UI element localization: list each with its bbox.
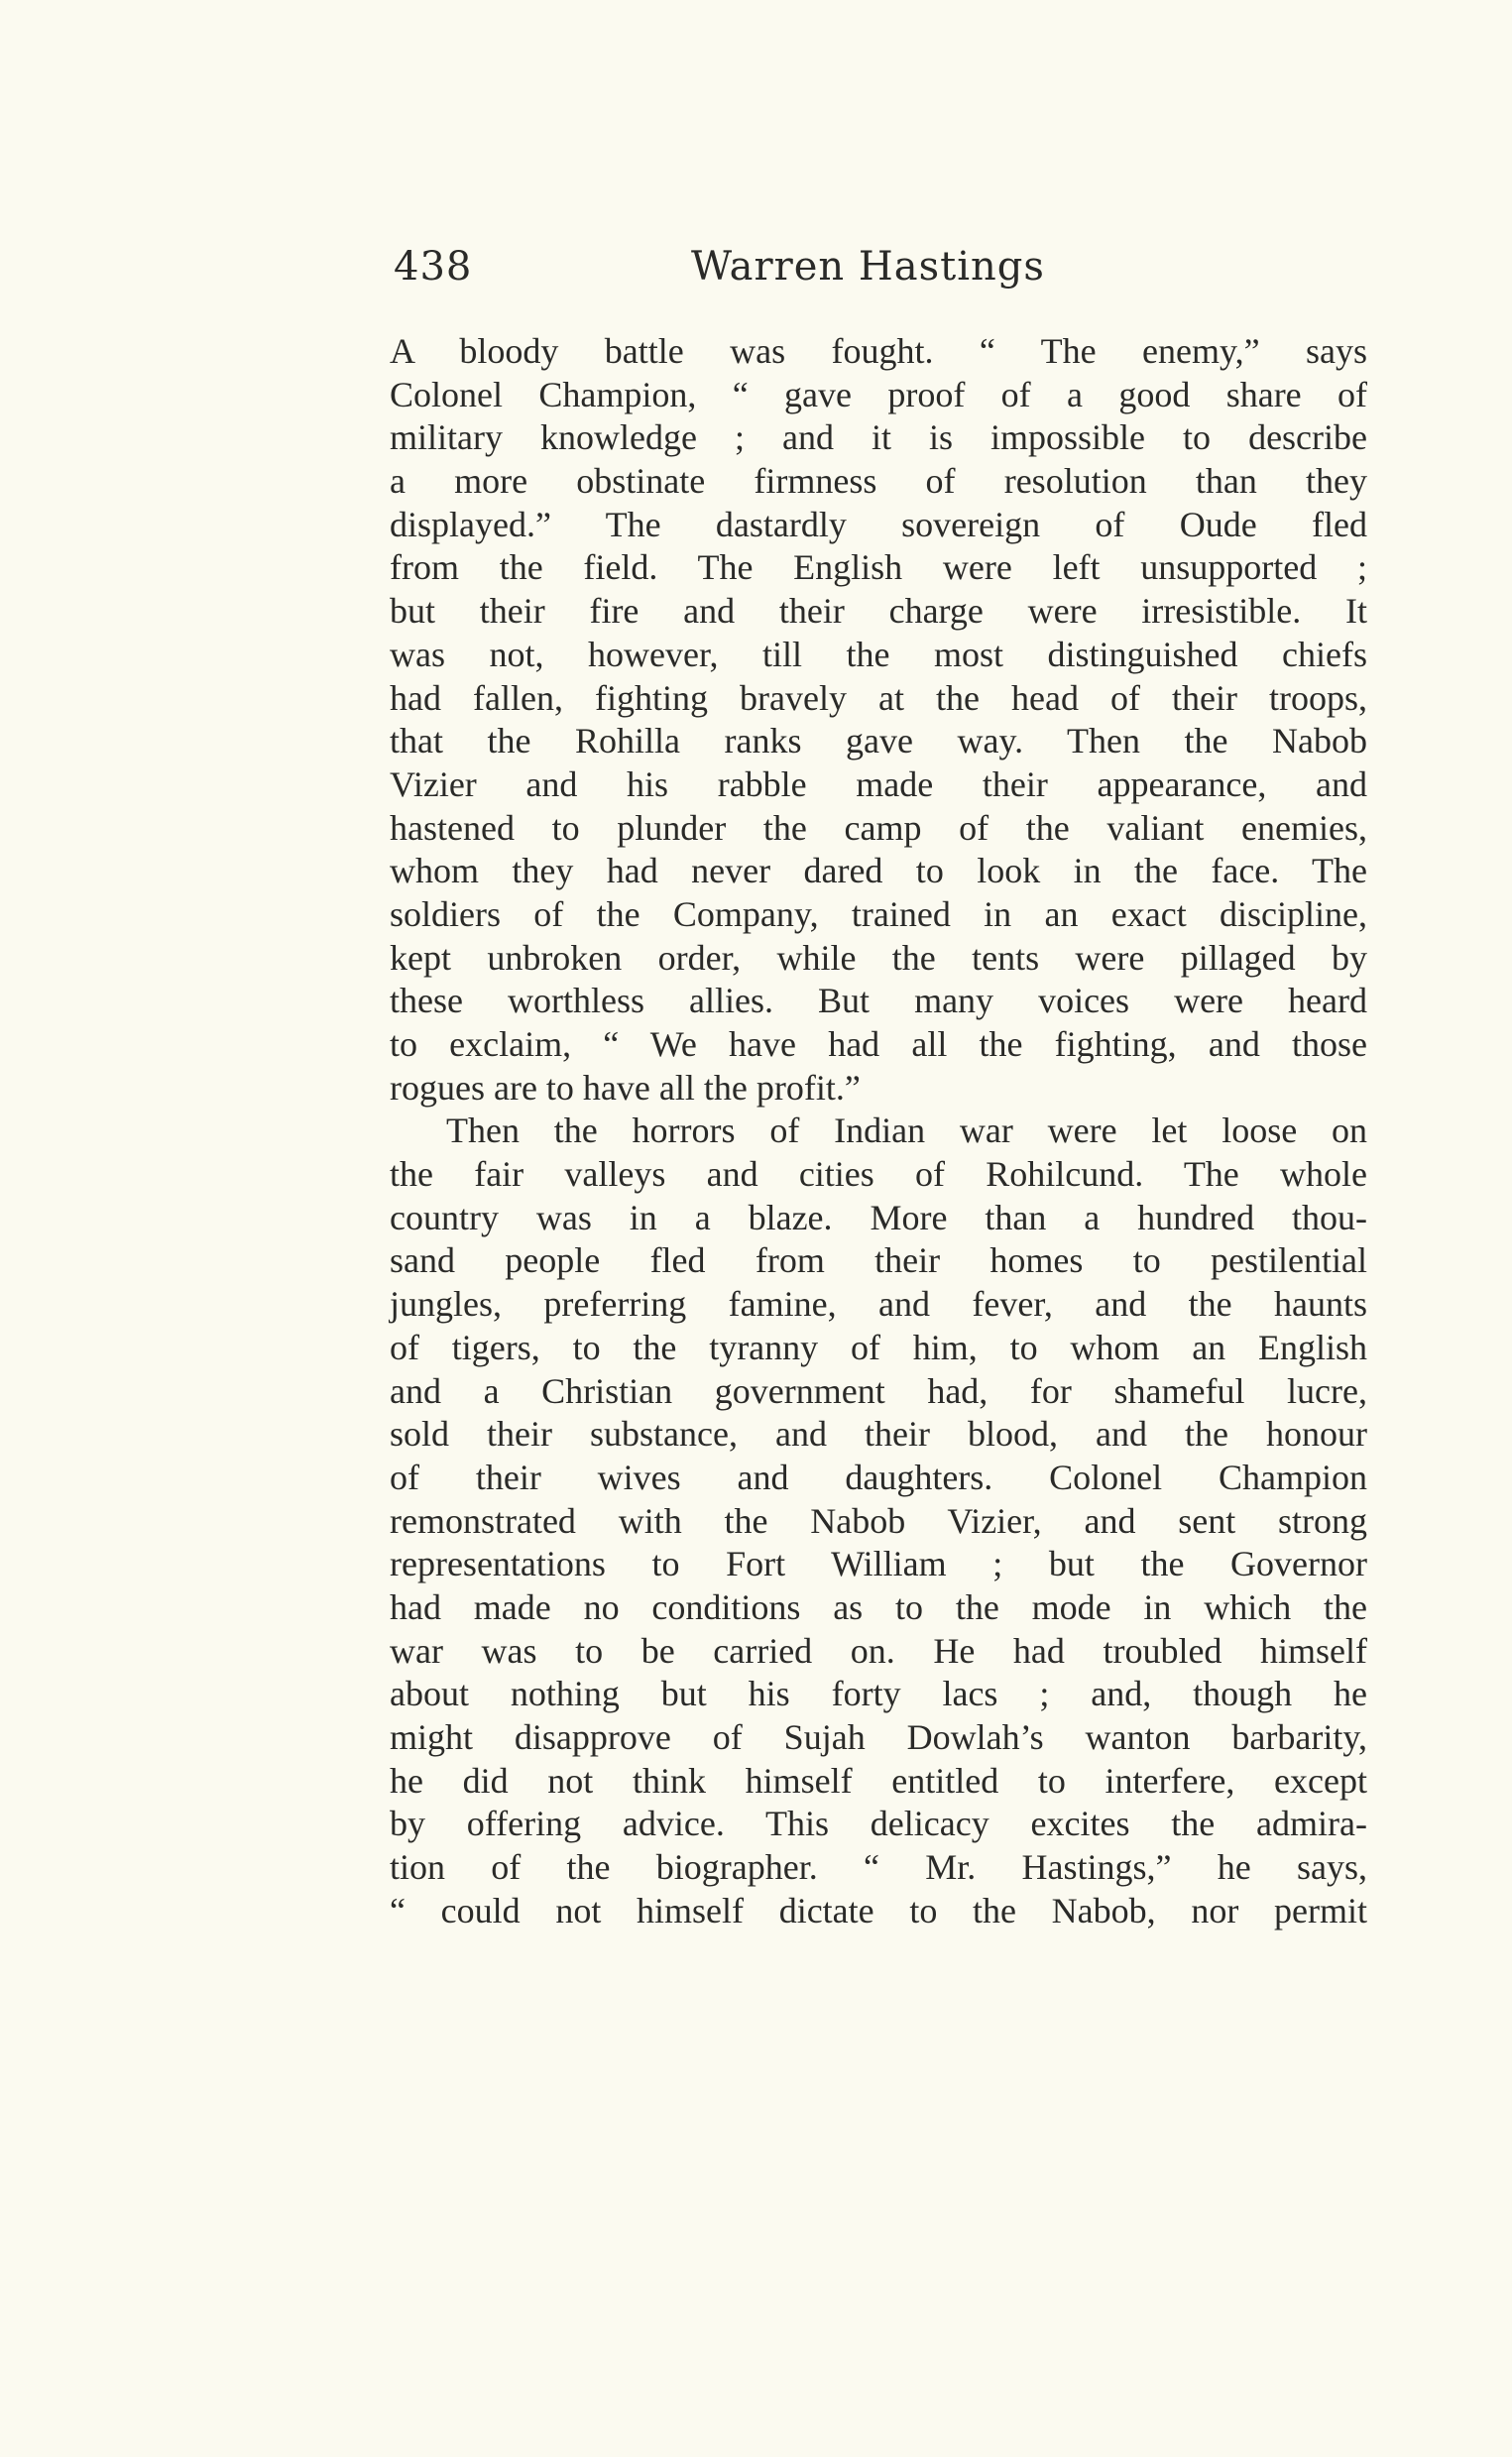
text-line: A bloody battle was fought. “ The enemy,” says <box>390 331 1367 371</box>
body-text <box>390 330 1367 1932</box>
paragraph-1 <box>390 330 1367 1110</box>
text-line: a more obstinate firmness of resolution than they <box>390 461 1367 502</box>
text-line: had fallen, fighting bravely at the head of their troops, <box>390 677 1367 718</box>
text-line: kept unbroken order, while the tents were pillaged by <box>390 937 1367 978</box>
text-line: tion of the biographer. “ Mr. Hastings,” he says, <box>390 1847 1367 1888</box>
text-line: these worthless allies. But many voices were heard <box>390 981 1367 1021</box>
text-line: representations to Fort William ; but the Governor <box>390 1544 1367 1584</box>
text-line: to exclaim, “ We have had all the fighting, and those <box>390 1024 1367 1064</box>
text-line: whom they had never dared to look in the face. The <box>390 851 1367 891</box>
text-line: rogues are to have all the profit.” <box>390 1067 861 1108</box>
text-line: that the Rohilla ranks gave way. Then the Nabob <box>390 721 1367 761</box>
text-line: of tigers, to the tyranny of him, to whom an English <box>390 1327 1367 1367</box>
text-line: from the field. The English were left unsupported ; <box>390 547 1367 588</box>
paragraph-2 <box>390 1110 1367 1932</box>
text-line: “ could not himself dictate to the Nabob, nor permit <box>390 1890 1367 1930</box>
text-line: Colonel Champion, “ gave proof of a good share of <box>390 374 1367 414</box>
text-line: and a Christian government had, for shameful lucre, <box>390 1370 1367 1411</box>
text-line: country was in a blaze. More than a hundred thou- <box>390 1197 1367 1237</box>
text-line: he did not think himself entitled to interfere, except <box>390 1760 1367 1801</box>
text-line: but their fire and their charge were irresistible. It <box>390 591 1367 632</box>
running-title: Warren Hastings <box>691 244 1045 290</box>
running-head <box>394 238 1365 297</box>
text-line: had made no conditions as to the mode in which the <box>390 1586 1367 1627</box>
text-line: military knowledge ; and it is impossible to describe <box>390 417 1367 458</box>
text-line: the fair valleys and cities of Rohilcund. The whole <box>390 1154 1367 1195</box>
text-line: soldiers of the Company, trained in an exact discipline, <box>390 893 1367 934</box>
text-line: by offering advice. This delicacy excites the admira- <box>390 1804 1367 1844</box>
text-line: displayed.” The dastardly sovereign of Oude fled <box>390 504 1367 544</box>
text-line: remonstrated with the Nabob Vizier, and sent strong <box>390 1500 1367 1541</box>
text-line: might disapprove of Sujah Dowlah’s wanton barbarity, <box>390 1717 1367 1757</box>
text-line: sand people fled from their homes to pestilential <box>390 1240 1367 1281</box>
text-line: Vizier and his rabble made their appearance, and <box>390 763 1367 804</box>
text-line: about nothing but his forty lacs ; and, though he <box>390 1674 1367 1714</box>
text-line: jungles, preferring famine, and fever, and the haunts <box>390 1284 1367 1325</box>
text-line: sold their substance, and their blood, and the honour <box>390 1414 1367 1455</box>
text-line: was not, however, till the most distinguished chiefs <box>390 634 1367 674</box>
text-line: war was to be carried on. He had troubled himself <box>390 1630 1367 1671</box>
text-line: hastened to plunder the camp of the valiant enemies, <box>390 807 1367 848</box>
text-line: Then the horrors of Indian war were let loose on <box>446 1111 1367 1151</box>
text-line: of their wives and daughters. Colonel Champion <box>390 1457 1367 1497</box>
page-number: 438 <box>394 244 473 290</box>
